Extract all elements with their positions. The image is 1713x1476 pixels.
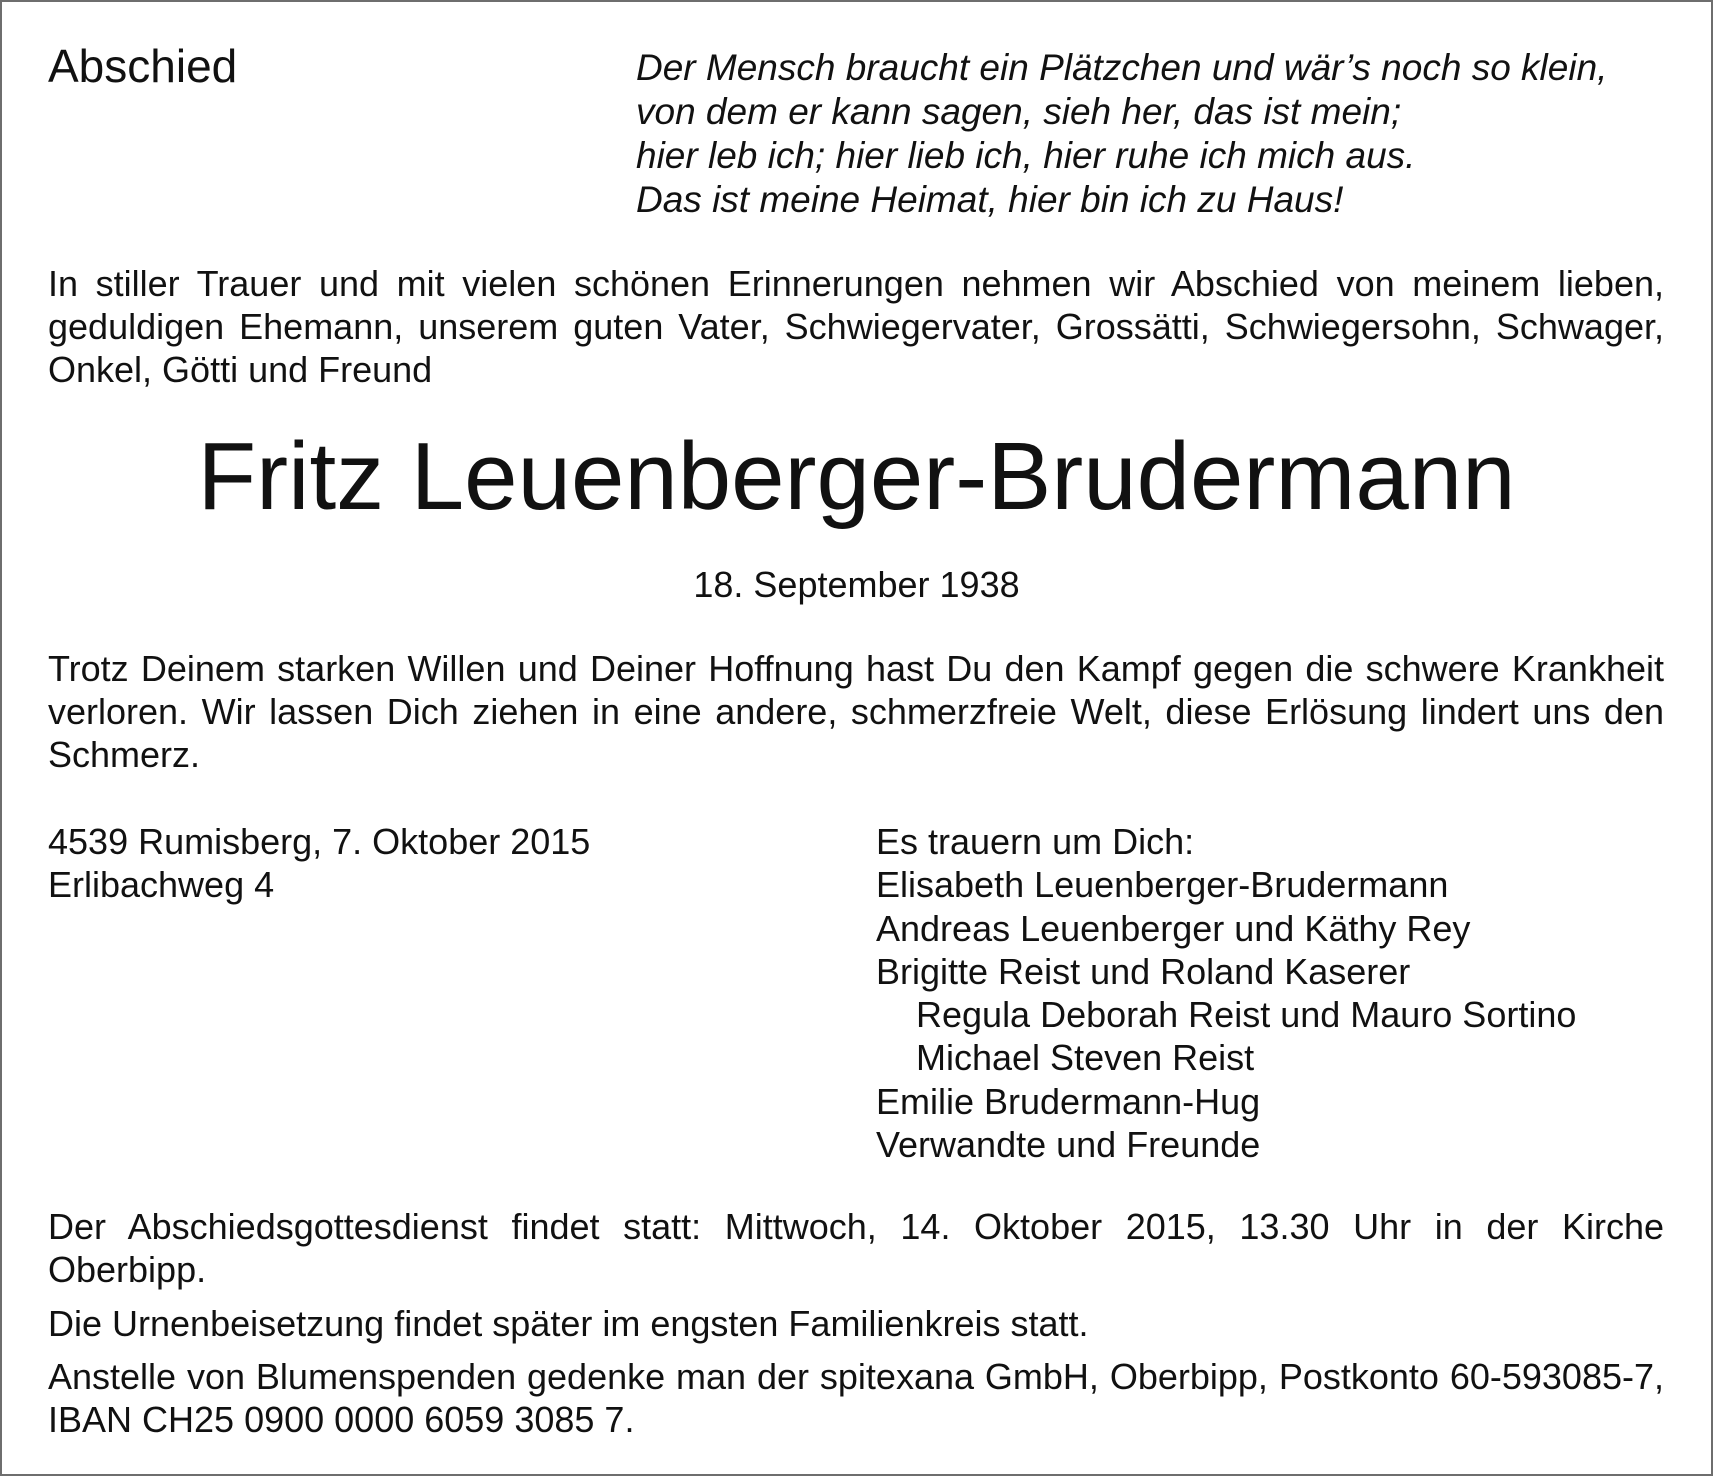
mourner: Brigitte Reist und Roland Kaserer — [876, 950, 1411, 992]
poem-line: Der Mensch braucht ein Plätzchen und wär’s noch so klein, — [636, 47, 1608, 88]
urn-info: Die Urnenbeisetzung findet später im engsten Familienkreis statt. — [48, 1303, 1089, 1344]
mourners-block — [876, 820, 1576, 1166]
place-date: 4539 Rumisberg, 7. Oktober 2015 — [48, 821, 591, 862]
intro-text: In stiller Trauer und mit vielen schönen Erinnerungen nehmen wir Abschied von meinem lieben, geduldigen Ehemann, unserem guten Vater, Schwiegervater, Grossätti, Schwiegersohn, Schwager, Onkel, Götti und Freund — [48, 263, 1664, 390]
poem-line: von dem er kann sagen, sieh her, das ist mein; — [636, 91, 1402, 132]
address-block — [48, 820, 590, 906]
poem-line: Das ist meine Heimat, hier bin ich zu Haus! — [636, 179, 1344, 220]
mourner: Elisabeth Leuenberger-Brudermann — [876, 864, 1449, 906]
deceased-name: Fritz Leuenberger-Brudermann — [197, 423, 1516, 530]
mourner: Andreas Leuenberger und Käthy Rey — [876, 907, 1471, 949]
poem-line: hier leb ich; hier lieb ich, hier ruhe ich mich aus. — [636, 135, 1416, 176]
donation-info: Anstelle von Blumenspenden gedenke man der spitexana GmbH, Oberbipp, Postkonto 60-593085-7, IBAN CH25 0900 0000 6059 3085 7. — [48, 1356, 1664, 1440]
mourners-header: Es trauern um Dich: — [876, 821, 1195, 862]
mourner: Emilie Brudermann-Hug — [876, 1080, 1261, 1122]
mourner: Verwandte und Freunde — [876, 1124, 1261, 1166]
mourner: Regula Deborah Reist und Mauro Sortino — [916, 994, 1577, 1036]
message-text: Trotz Deinem starken Willen und Deiner Hoffnung hast Du den Kampf gegen die schwere Krankheit verloren. Wir lassen Dich ziehen in eine andere, schmerzfreie Welt, diese Erlösung lindert uns den Schmerz. — [48, 648, 1664, 775]
service-info: Der Abschiedsgottesdienst findet statt: Mittwoch, 14. Oktober 2015, 13.30 Uhr in der Kirche Oberbipp. — [48, 1206, 1664, 1290]
street: Erlibachweg 4 — [48, 864, 275, 905]
notice-heading: Abschied — [48, 40, 238, 92]
mourner: Michael Steven Reist — [916, 1037, 1255, 1079]
poem — [636, 46, 1607, 222]
birth-date: 18. September 1938 — [693, 564, 1020, 605]
